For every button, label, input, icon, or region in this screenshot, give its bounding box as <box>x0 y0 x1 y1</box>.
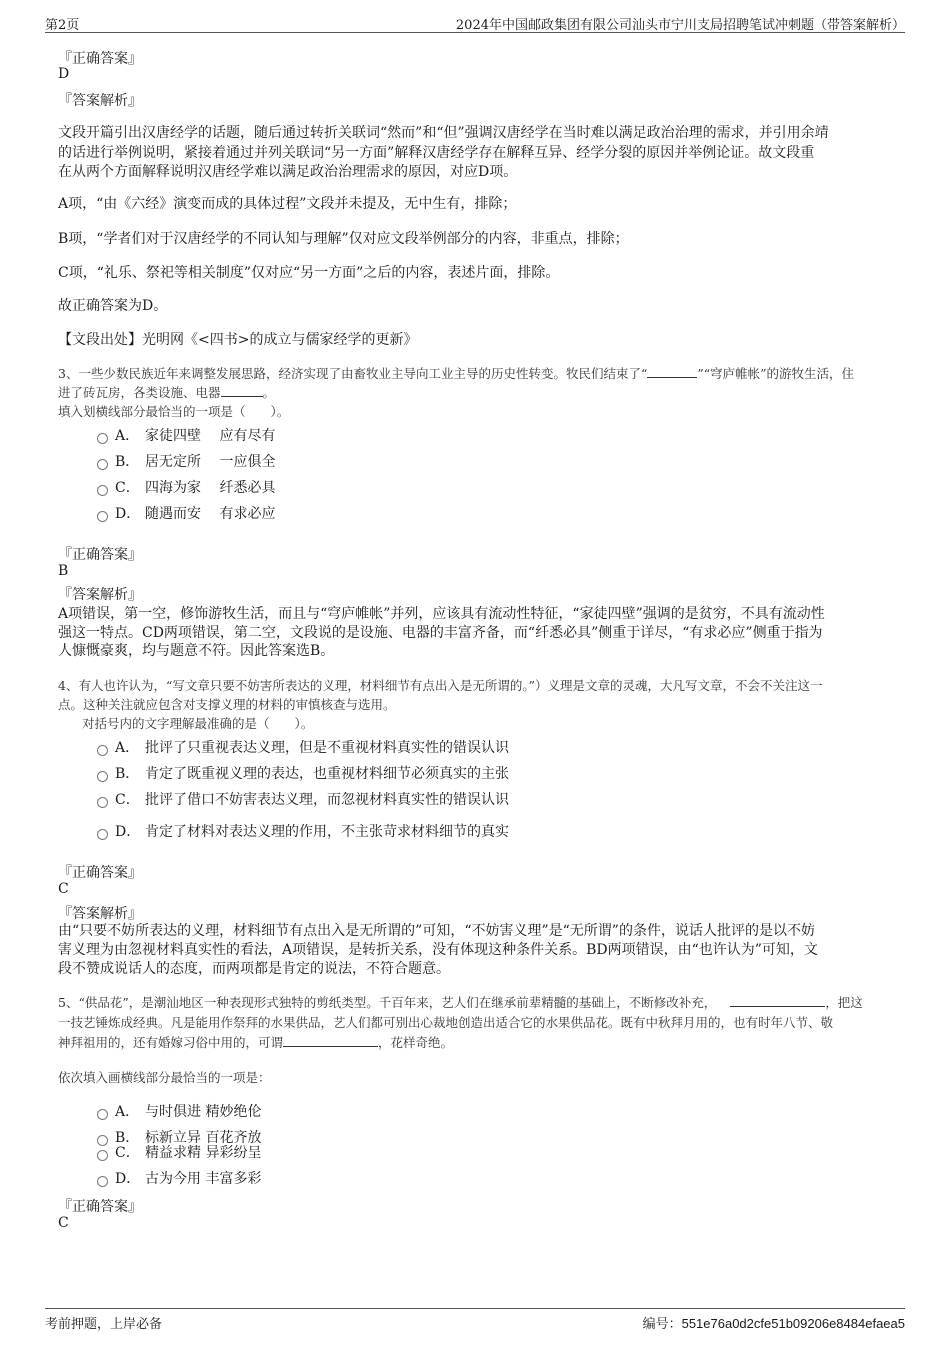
radio-option-a[interactable] <box>97 745 108 756</box>
analysis-line: 害义理为由忽视材料真实性的看法，A项错误，是转折关系，没有体现这种条件关系。BD两项错误，由“也许认为”可知，文 <box>58 942 818 958</box>
q5-option-c[interactable]: C． 精益求精 异彩纷呈 <box>115 1145 262 1161</box>
q3-option-a[interactable]: A． 家徒四壁 应有尽有 <box>115 428 276 444</box>
analysis-label: 『答案解析』 <box>58 93 142 109</box>
answer-label: 『正确答案』 <box>58 547 142 563</box>
answer-value: B <box>58 563 69 579</box>
radio-option-b[interactable] <box>97 1135 108 1146</box>
footer-slogan: 考前押题，上岸必备 <box>45 1317 163 1332</box>
question-3-instruction: 填入划横线部分最恰当的一项是（ ）。 <box>58 404 290 419</box>
radio-option-a[interactable] <box>97 1109 108 1120</box>
analysis-label: 『答案解析』 <box>58 587 142 603</box>
blank <box>283 1046 378 1047</box>
answer-value: C <box>58 881 69 897</box>
analysis-label: 『答案解析』 <box>58 906 142 922</box>
option-c-explanation: C项，“礼乐、祭祀等相关制度”仅对应“另一方面”之后的内容，表述片面，排除。 <box>58 265 560 281</box>
radio-option-b[interactable] <box>97 771 108 782</box>
document-code: 编号：551e76a0d2cfe51b09206e8484efaea5 <box>642 1316 905 1332</box>
question-3-text-line2: 进了砖瓦房，各类设施、电器 。 <box>58 385 276 400</box>
question-3-text-line1: 3、一些少数民族近年来调整发展思路，经济实现了由畜牧业主导向工业主导的历史性转变。牧民们结束了“ ”“穹庐帷帐”的游牧生活，住 <box>58 366 855 381</box>
analysis-line: 文段开篇引出汉唐经学的话题，随后通过转折关联词“然而”和“但”强调汉唐经学在当时难以满足政治治理的需求，并引用余靖 <box>58 125 829 141</box>
question-4-instruction: 对括号内的文字理解最准确的是（ ）。 <box>82 716 314 731</box>
footer-divider <box>45 1308 905 1309</box>
question-4-text-line2: 点。这种关注就应包含对支撑义理的材料的审慎核查与选用。 <box>58 697 396 712</box>
q3-option-d[interactable]: D． 随遇而安 有求必应 <box>115 506 276 522</box>
analysis-line: A项错误，第一空，修饰游牧生活，而且与“穹庐帷帐”并列，应该具有流动性特征，“家徒四壁”强调的是贫穷，不具有流动性 <box>58 606 825 622</box>
answer-value: C <box>58 1215 69 1231</box>
radio-option-d[interactable] <box>97 511 108 522</box>
question-5-instruction: 依次填入画横线部分最恰当的一项是： <box>58 1070 271 1085</box>
q4-option-d[interactable]: D． 肯定了材料对表达义理的作用，不主张苛求材料细节的真实 <box>115 824 509 840</box>
q4-option-b[interactable]: B． 肯定了既重视义理的表达，也重视材料细节必须真实的主张 <box>115 766 509 782</box>
blank <box>221 396 263 397</box>
conclusion: 故正确答案为D。 <box>58 298 168 314</box>
blank <box>647 377 697 378</box>
radio-option-d[interactable] <box>97 829 108 840</box>
question-5-text-line2: 一技艺锤炼成经典。凡是能用作祭拜的水果供品，艺人们都可别出心裁地创造出适合它的水果供品花。既有中秋拜月用的，也有时年八节、敬 <box>58 1015 834 1030</box>
analysis-line: 的话进行举例说明，紧接着通过并列关联词“另一方面”解释汉唐经学存在解释互异、经学分裂的原因并举例论证。故文段重 <box>58 145 815 161</box>
radio-option-a[interactable] <box>97 433 108 444</box>
option-b-explanation: B项，“学者们对于汉唐经学的不同认知与理解”仅对应文段举例部分的内容，非重点，排除； <box>58 231 629 247</box>
radio-option-c[interactable] <box>97 1150 108 1161</box>
passage-source: 【文段出处】光明网《<四书>的成立与儒家经学的更新》 <box>58 332 418 348</box>
answer-label: 『正确答案』 <box>58 865 142 881</box>
q4-option-c[interactable]: C． 批评了借口不妨害表达义理，而忽视材料真实性的错误认识 <box>115 792 509 808</box>
q5-option-b[interactable]: B． 标新立异 百花齐放 <box>115 1130 262 1146</box>
q5-option-a[interactable]: A． 与时俱进 精妙绝伦 <box>115 1104 262 1120</box>
question-5-text-line1: 5、“供品花”，是潮汕地区一种表现形式独特的剪纸类型。千百年来，艺人们在继承前辈精髓的基础上，不断修改补充， ，把这 <box>58 995 863 1010</box>
question-5-text-line3: 神拜祖用的，还有婚嫁习俗中用的，可谓 ，花样奇绝。 <box>58 1035 454 1050</box>
answer-label: 『正确答案』 <box>58 51 142 67</box>
q4-option-a[interactable]: A． 批评了只重视表达义理，但是不重视材料真实性的错误认识 <box>115 740 509 756</box>
page-number: 第2页 <box>45 18 80 33</box>
radio-option-c[interactable] <box>97 797 108 808</box>
analysis-line: 段不赞成说话人的态度，而两项都是肯定的说法，不符合题意。 <box>58 961 450 977</box>
question-4-text-line1: 4、有人也许认为，“写文章只要不妨害所表达的义理，材料细节有点出入是无所谓的。”）义理是文章的灵魂，大凡写文章，不会不关注这一 <box>58 678 823 693</box>
radio-option-b[interactable] <box>97 459 108 470</box>
document-title: 2024年中国邮政集团有限公司汕头市宁川支局招聘笔试冲刺题（带答案解析） <box>455 18 905 33</box>
analysis-line: 强这一特点。CD两项错误，第二空，文段说的是设施、电器的丰富齐备，而“纤悉必具”侧重于详尽，“有求必应”侧重于指为 <box>58 625 823 641</box>
q3-option-b[interactable]: B． 居无定所 一应俱全 <box>115 454 276 470</box>
radio-option-d[interactable] <box>97 1176 108 1187</box>
answer-label: 『正确答案』 <box>58 1199 142 1215</box>
blank <box>730 1006 825 1007</box>
analysis-line: 人慷慨豪爽，均与题意不符。因此答案选B。 <box>58 643 335 659</box>
radio-option-c[interactable] <box>97 485 108 496</box>
header-divider <box>45 32 905 33</box>
answer-value: D <box>58 66 70 82</box>
analysis-line: 在从两个方面解释说明汉唐经学难以满足政治治理需求的原因，对应D项。 <box>58 164 518 180</box>
option-a-explanation: A项，“由《六经》演变而成的具体过程”文段并未提及，无中生有，排除； <box>58 196 517 212</box>
q5-option-d[interactable]: D． 古为今用 丰富多彩 <box>115 1171 262 1187</box>
analysis-line: 由“只要不妨所表达的义理，材料细节有点出入是无所谓的”可知，“不妨害义理”是“无所谓”的条件，说话人批评的是以不妨 <box>58 923 815 939</box>
q3-option-c[interactable]: C． 四海为家 纤悉必具 <box>115 480 276 496</box>
